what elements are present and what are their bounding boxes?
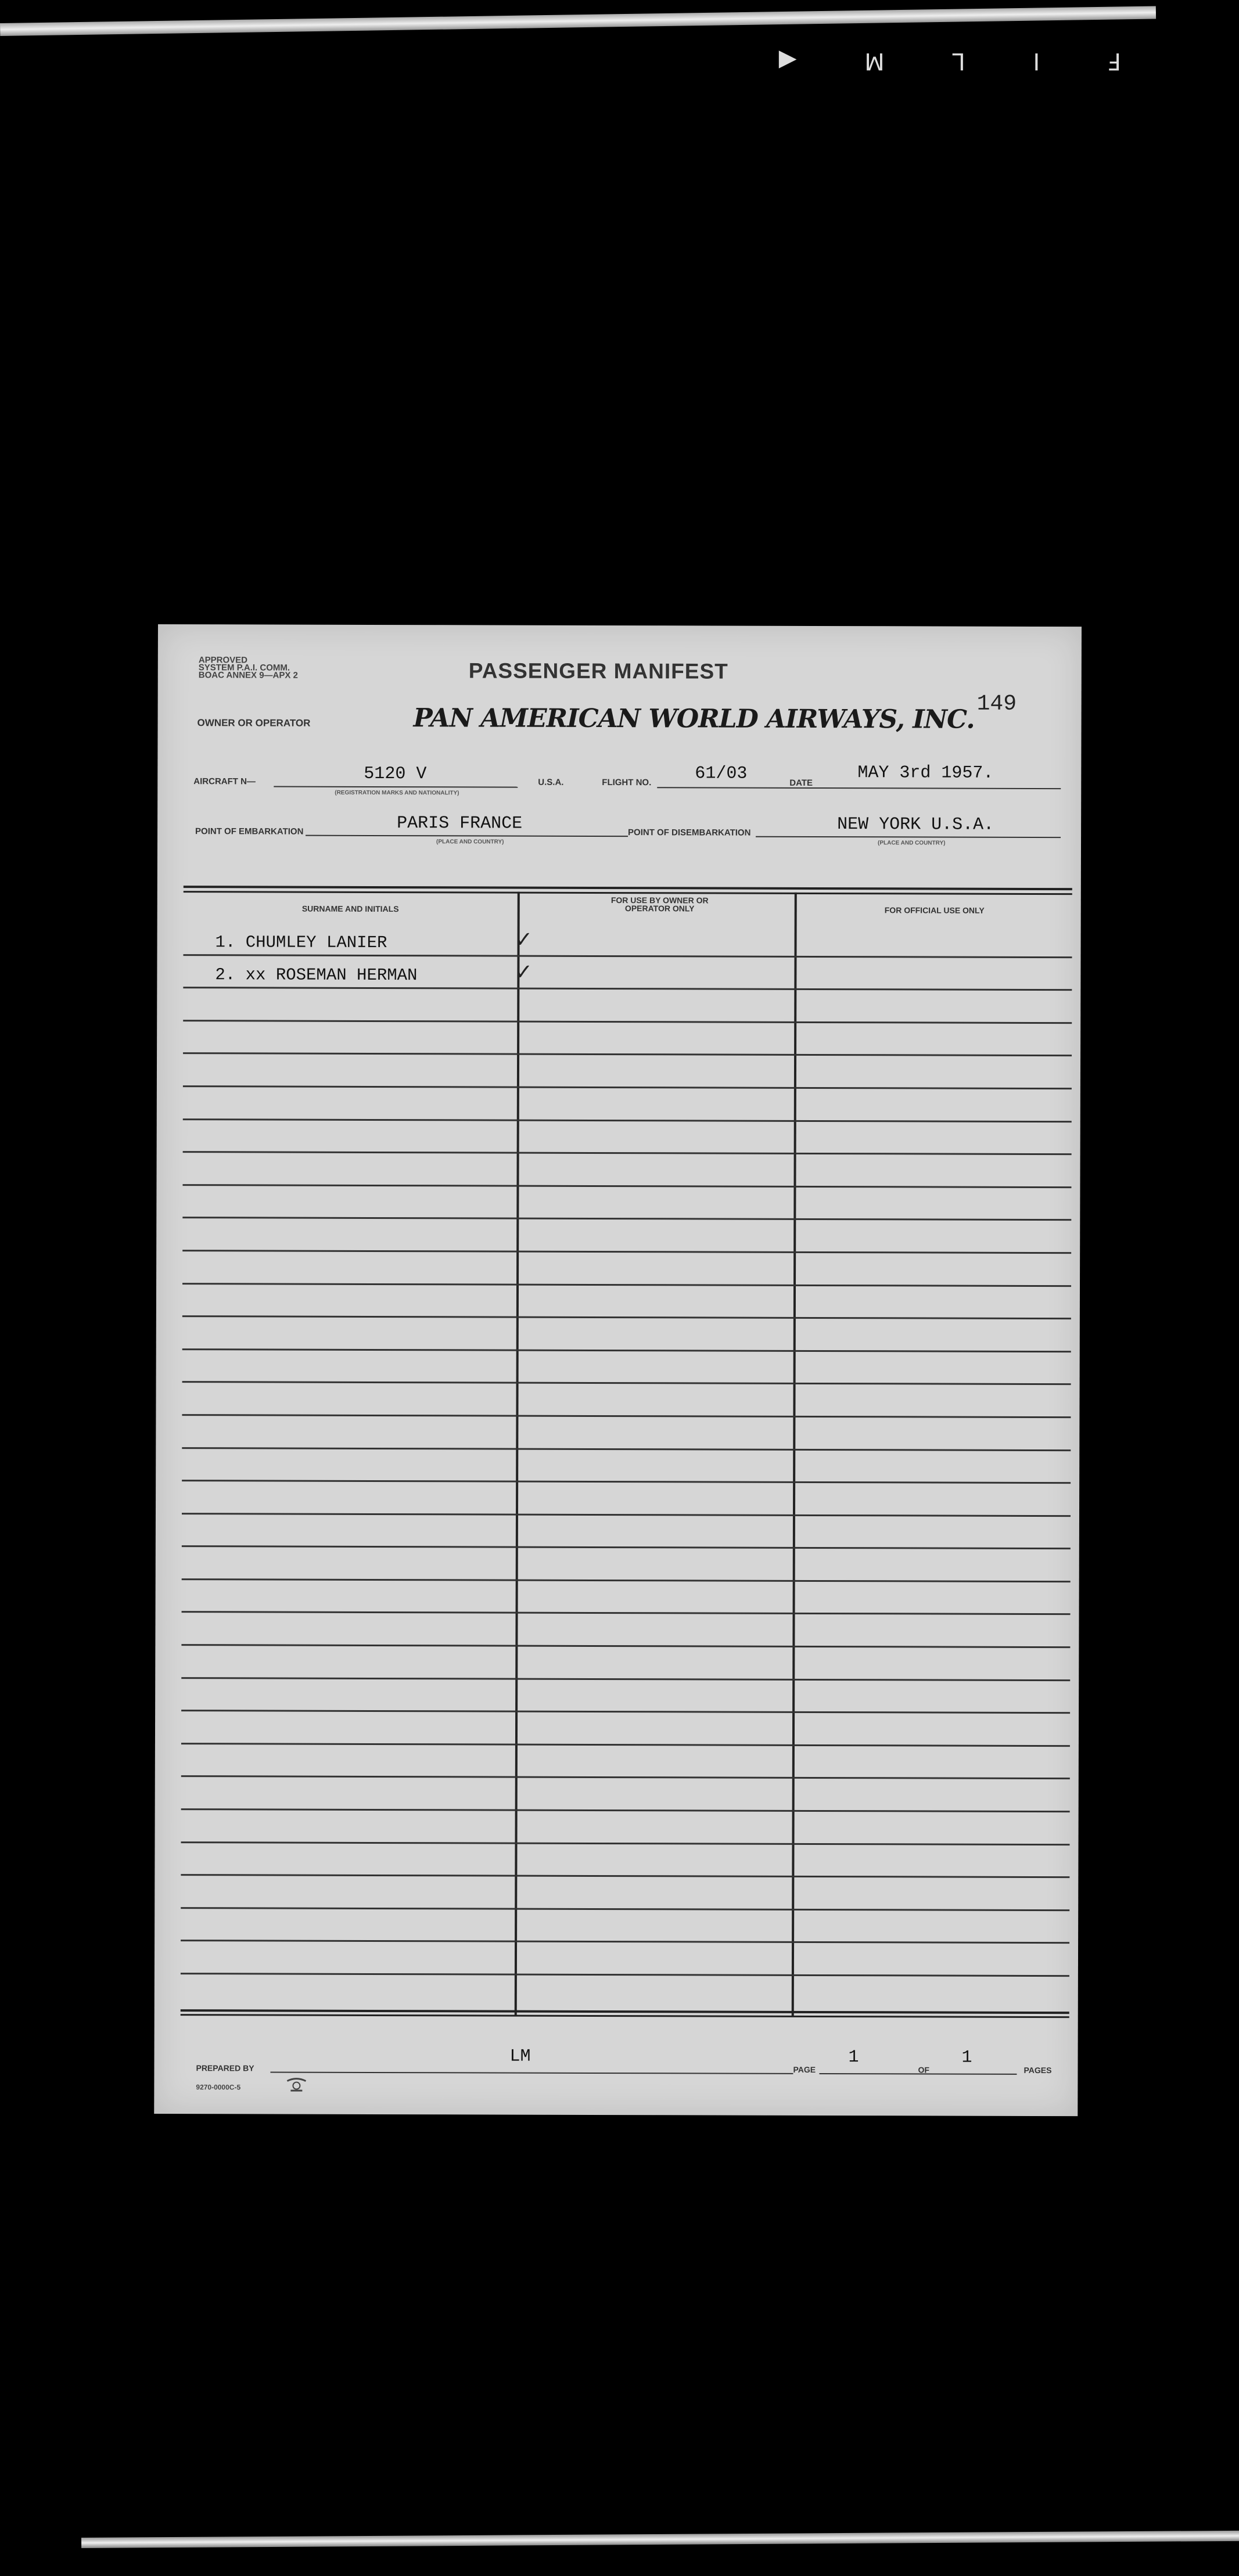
table-rows (181, 923, 1072, 1977)
aircraft-value: 5120 V (364, 764, 427, 785)
handwritten-page-number: 149 (976, 691, 1017, 717)
table-row (183, 1021, 1072, 1057)
table-row (182, 1153, 1071, 1188)
embarkation-value: PARIS FRANCE (397, 814, 523, 834)
prepared-by-underline (270, 2072, 793, 2074)
table-row (182, 1481, 1071, 1517)
approval-line: APPROVED (198, 655, 248, 665)
aircraft-sublabel: (REGISTRATION MARKS AND NATIONALITY) (335, 789, 459, 797)
passenger-name: 1. CHUMLEY LANIER (215, 932, 387, 952)
table-row (182, 1350, 1071, 1386)
column-header-owner-use: FOR USE BY OWNER OR OPERATOR ONLY (610, 895, 709, 913)
table-row (182, 1317, 1071, 1352)
check-mark: ✓ (514, 927, 533, 952)
pages-label: PAGES (1023, 2065, 1052, 2075)
table-row (182, 1383, 1071, 1418)
approval-line: BOAC ANNEX 9—APX 2 (198, 670, 298, 681)
table-row (182, 1416, 1071, 1451)
aircraft-label: AIRCRAFT N— (193, 776, 256, 787)
table-row (181, 1843, 1069, 1879)
table-row (182, 1547, 1071, 1582)
page-value: 1 (848, 2048, 859, 2068)
table-rule (181, 2014, 1069, 2018)
table-row (183, 988, 1072, 1024)
aircraft-underline (274, 786, 518, 788)
film-edge-top (0, 6, 1156, 36)
column-header-official-use: FOR OFFICIAL USE ONLY (884, 905, 985, 915)
table-row (181, 1613, 1070, 1649)
page-label: PAGE (793, 2064, 816, 2074)
column-header-surname: SURNAME AND INITIALS (301, 904, 399, 914)
table-row (183, 956, 1072, 991)
table-rule (184, 891, 1072, 895)
passenger-manifest-document (154, 624, 1082, 2116)
check-mark: ✓ (514, 960, 533, 985)
table-row (181, 1909, 1069, 1944)
film-marks: F I L M ◀ (748, 48, 1121, 74)
table-row (182, 1580, 1071, 1616)
prepared-by-label: PREPARED BY (196, 2063, 254, 2073)
flight-label: FLIGHT NO. (602, 778, 652, 788)
table-row (182, 1285, 1071, 1320)
table-row (181, 1711, 1070, 1747)
flight-value: 61/03 (695, 764, 748, 784)
embarkation-sublabel: (PLACE AND COUNTRY) (436, 839, 504, 846)
table-rule (184, 886, 1072, 890)
table-row (181, 1810, 1070, 1845)
passenger-table (181, 886, 1072, 2017)
airline-name: PAN AMERICAN WORLD AIRWAYS, INC. (413, 703, 975, 735)
table-row (182, 1218, 1071, 1254)
disembarkation-sublabel: (PLACE AND COUNTRY) (878, 840, 946, 847)
film-edge-bottom (81, 2531, 1239, 2548)
of-value: 1 (961, 2048, 972, 2068)
table-row (183, 1054, 1072, 1089)
owner-label: OWNER OR OPERATOR (197, 717, 311, 729)
table-row (181, 1646, 1070, 1681)
table-rule (181, 2009, 1069, 2014)
approval-block (199, 656, 315, 679)
date-underline (823, 787, 1061, 789)
prepared-by-value: LM (509, 2046, 531, 2067)
embarkation-underline (306, 835, 628, 837)
passenger-name: 2. xx ROSEMAN HERMAN (215, 965, 418, 985)
table-row (181, 1778, 1070, 1813)
date-label: DATE (789, 778, 813, 788)
document-title: PASSENGER MANIFEST (468, 659, 728, 683)
of-label: OF (918, 2065, 929, 2075)
table-row (181, 1942, 1069, 1977)
table-row (182, 1514, 1071, 1550)
form-number: 9270-0000C-5 (196, 2083, 241, 2092)
disembarkation-label: POINT OF DISEMBARKATION (628, 828, 751, 838)
date-value: MAY 3rd 1957. (857, 763, 994, 783)
approval-line: SYSTEM P.A.I. COMM. (198, 663, 290, 673)
printer-mark-icon (285, 2077, 308, 2093)
disembarkation-underline (756, 836, 1061, 838)
nationality-label: U.S.A. (538, 777, 564, 787)
table-row (183, 1120, 1072, 1156)
table-row (181, 1876, 1069, 1911)
disembarkation-value: NEW YORK U.S.A. (837, 815, 994, 835)
table-row (182, 1186, 1071, 1221)
table-row (181, 1744, 1070, 1780)
table-row (182, 1449, 1071, 1484)
table-row (181, 1679, 1070, 1714)
table-row (184, 923, 1072, 958)
table-row (182, 1251, 1071, 1287)
embarkation-label: POINT OF EMBARKATION (195, 826, 304, 837)
table-row (183, 1087, 1072, 1122)
